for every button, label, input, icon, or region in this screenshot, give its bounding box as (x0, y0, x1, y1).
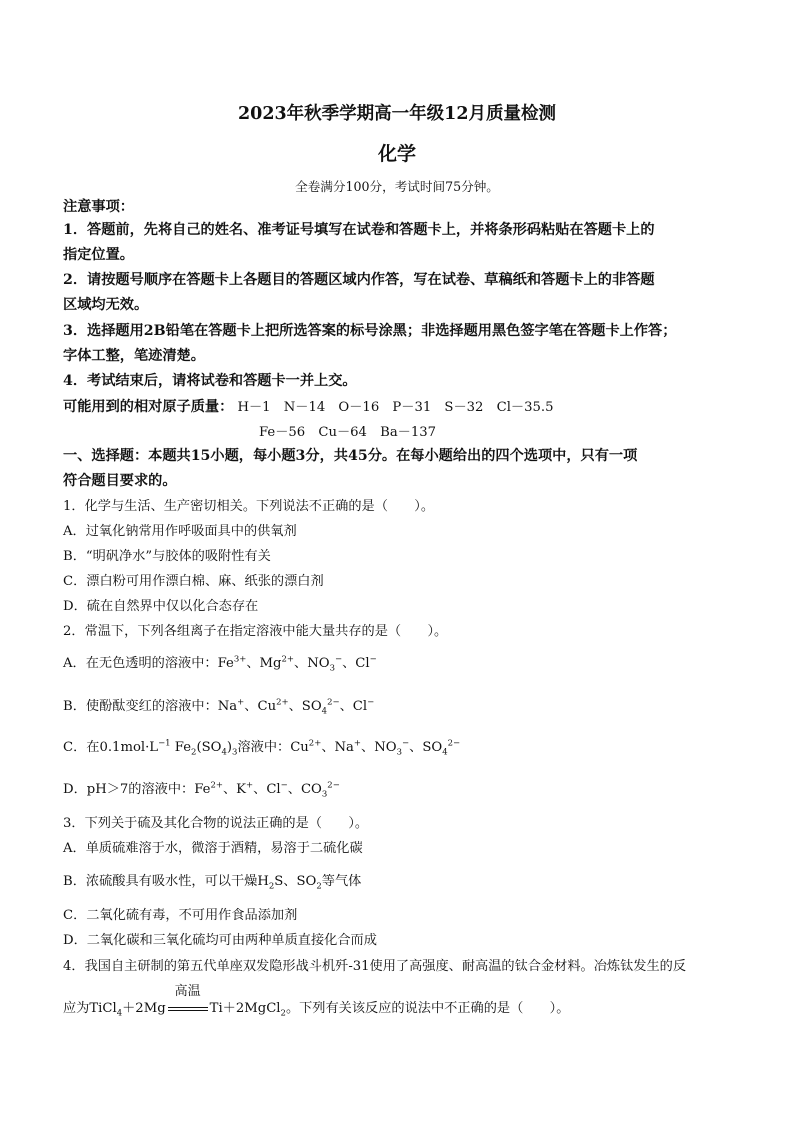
q4-reaction-arrow (166, 984, 210, 1017)
q1-option-d: D．硫在自然界中仅以化合态存在 (63, 599, 259, 614)
note-4: 4．考试结束后，请将试卷和答题卡一并上交。 (63, 373, 357, 389)
q2-option-c (63, 739, 742, 756)
subject-title: 化学 (377, 143, 416, 165)
q2-option-c-text-2: 溶液中： (237, 740, 291, 755)
note-3a: 3．选择题用2B铅笔在答题卡上把所选答案的标号涂黑；非选择题用黑色签字笔在答题卡上作答； (63, 323, 677, 339)
note-3b: 字体工整，笔迹清楚。 (63, 348, 205, 364)
q2-option-b-ions: Na+、$Cu^{2+}$、$SO_4^{2-}$、Cl− (217, 697, 375, 717)
note-2b: 区域均无效。 (63, 297, 149, 313)
q4-stem-1: 4．我国自主研制的第五代单座双发隐形战斗机歼-31使用了高强度、耐高温的钛合金材料。冶炼钛发生的反 (63, 959, 687, 974)
q3-option-d: D．二氧化碳和三氧化硫均可由两种单质直接化合而成 (63, 933, 377, 948)
atomic-masses-label: 可能用到的相对原子质量： (63, 399, 234, 415)
note-1b: 指定位置。 (63, 247, 134, 263)
atomic-masses-1: H－1 N－14 O－16 P－31 S－32 Cl－35.5 (237, 400, 554, 415)
q2-option-a-ions: $Fe^{3+}$、$Mg^{2+}$、$NO_3^-$、Cl− (217, 654, 377, 674)
q3-option-b-text-2: 等气体 (321, 874, 362, 889)
q3-option-b-text: B．浓硫酸具有吸水性，可以干燥 (63, 874, 258, 889)
q3-option-a: A．单质硫难溶于水，微溶于酒精，易溶于二硫化碳 (63, 841, 363, 856)
atomic-masses-row-1 (63, 399, 742, 416)
q1-stem: 1．化学与生活、生产密切相关。下列说法不正确的是（ ）。 (63, 499, 435, 514)
atomic-masses-2: Fe－56 Cu－64 Ba－137 (259, 425, 437, 440)
q2-option-b-text: B．使酚酞变红的溶液中： (63, 699, 218, 714)
q2-option-d-ions: $Fe^{2+}$、K+、Cl−、$CO_3^{2-}$ (194, 780, 340, 800)
q2-option-d (63, 781, 742, 798)
exam-title: 2023年秋季学期高一年级12月质量检测 (237, 104, 557, 124)
q2-option-b (63, 698, 742, 715)
q2-option-a-text: A．在无色透明的溶液中： (63, 656, 218, 671)
q4-stem-2-text: 应为 (63, 1001, 90, 1016)
q2-option-c-ions: $Cu^{2+}$、Na+、$NO_3^-$、$SO_4^{2-}$ (290, 738, 461, 758)
note-2a: 2．请按题号顺序在答题卡上各题目的答题区域内作答，写在试卷、草稿纸和答题卡上的非答题 (63, 272, 655, 288)
q4-equation-right: Ti＋2MgCl$_2$ (209, 1001, 286, 1019)
q3-option-b (63, 873, 742, 890)
q3-option-b-gases: $H_2S$、$SO_2$ (257, 874, 322, 892)
q4-stem-2-text-2: 。下列有关该反应的说法中不正确的是（ ）。 (285, 1001, 570, 1016)
exam-info: 全卷满分100分，考试时间75分钟。 (295, 179, 499, 194)
q1-option-b: B．“明矾净水”与胶体的吸附性有关 (63, 549, 271, 564)
q4-stem-2 (63, 984, 742, 1019)
q2-option-a (63, 655, 742, 672)
q4-equation-left: TiCl$_4$＋2Mg (89, 1001, 166, 1019)
q2-option-c-formula: $^{-1}$ $Fe_2(SO_4)_3$ (158, 738, 238, 758)
section-heading-2: 符合题目要求的。 (63, 473, 177, 489)
q2-option-c-text: C．在0.1mol·L (63, 740, 159, 755)
q1-option-c: C．漂白粉可用作漂白棉、麻、纸张的漂白剂 (63, 574, 324, 589)
notes-heading: 注意事项： (63, 199, 134, 215)
q3-option-c: C．二氧化硫有毒，不可用作食品添加剂 (63, 908, 298, 923)
q2-stem: 2．常温下，下列各组离子在指定溶液中能大量共存的是（ ）。 (63, 624, 448, 639)
q3-stem: 3．下列关于硫及其化合物的说法正确的是（ ）。 (63, 816, 369, 831)
q1-option-a: A．过氧化钠常用作呼吸面具中的供氧剂 (63, 524, 297, 539)
q4-condition: 高温 (174, 984, 201, 999)
q2-option-d-text: D．pH＞7的溶液中： (63, 782, 195, 797)
section-heading-1: 一、选择题：本题共15小题，每小题3分，共45分。在每小题给出的四个选项中，只有一项 (63, 448, 638, 464)
note-1a: 1．答题前，先将自己的姓名、准考证号填写在试卷和答题卡上，并将条形码粘贴在答题卡上的 (63, 222, 655, 238)
